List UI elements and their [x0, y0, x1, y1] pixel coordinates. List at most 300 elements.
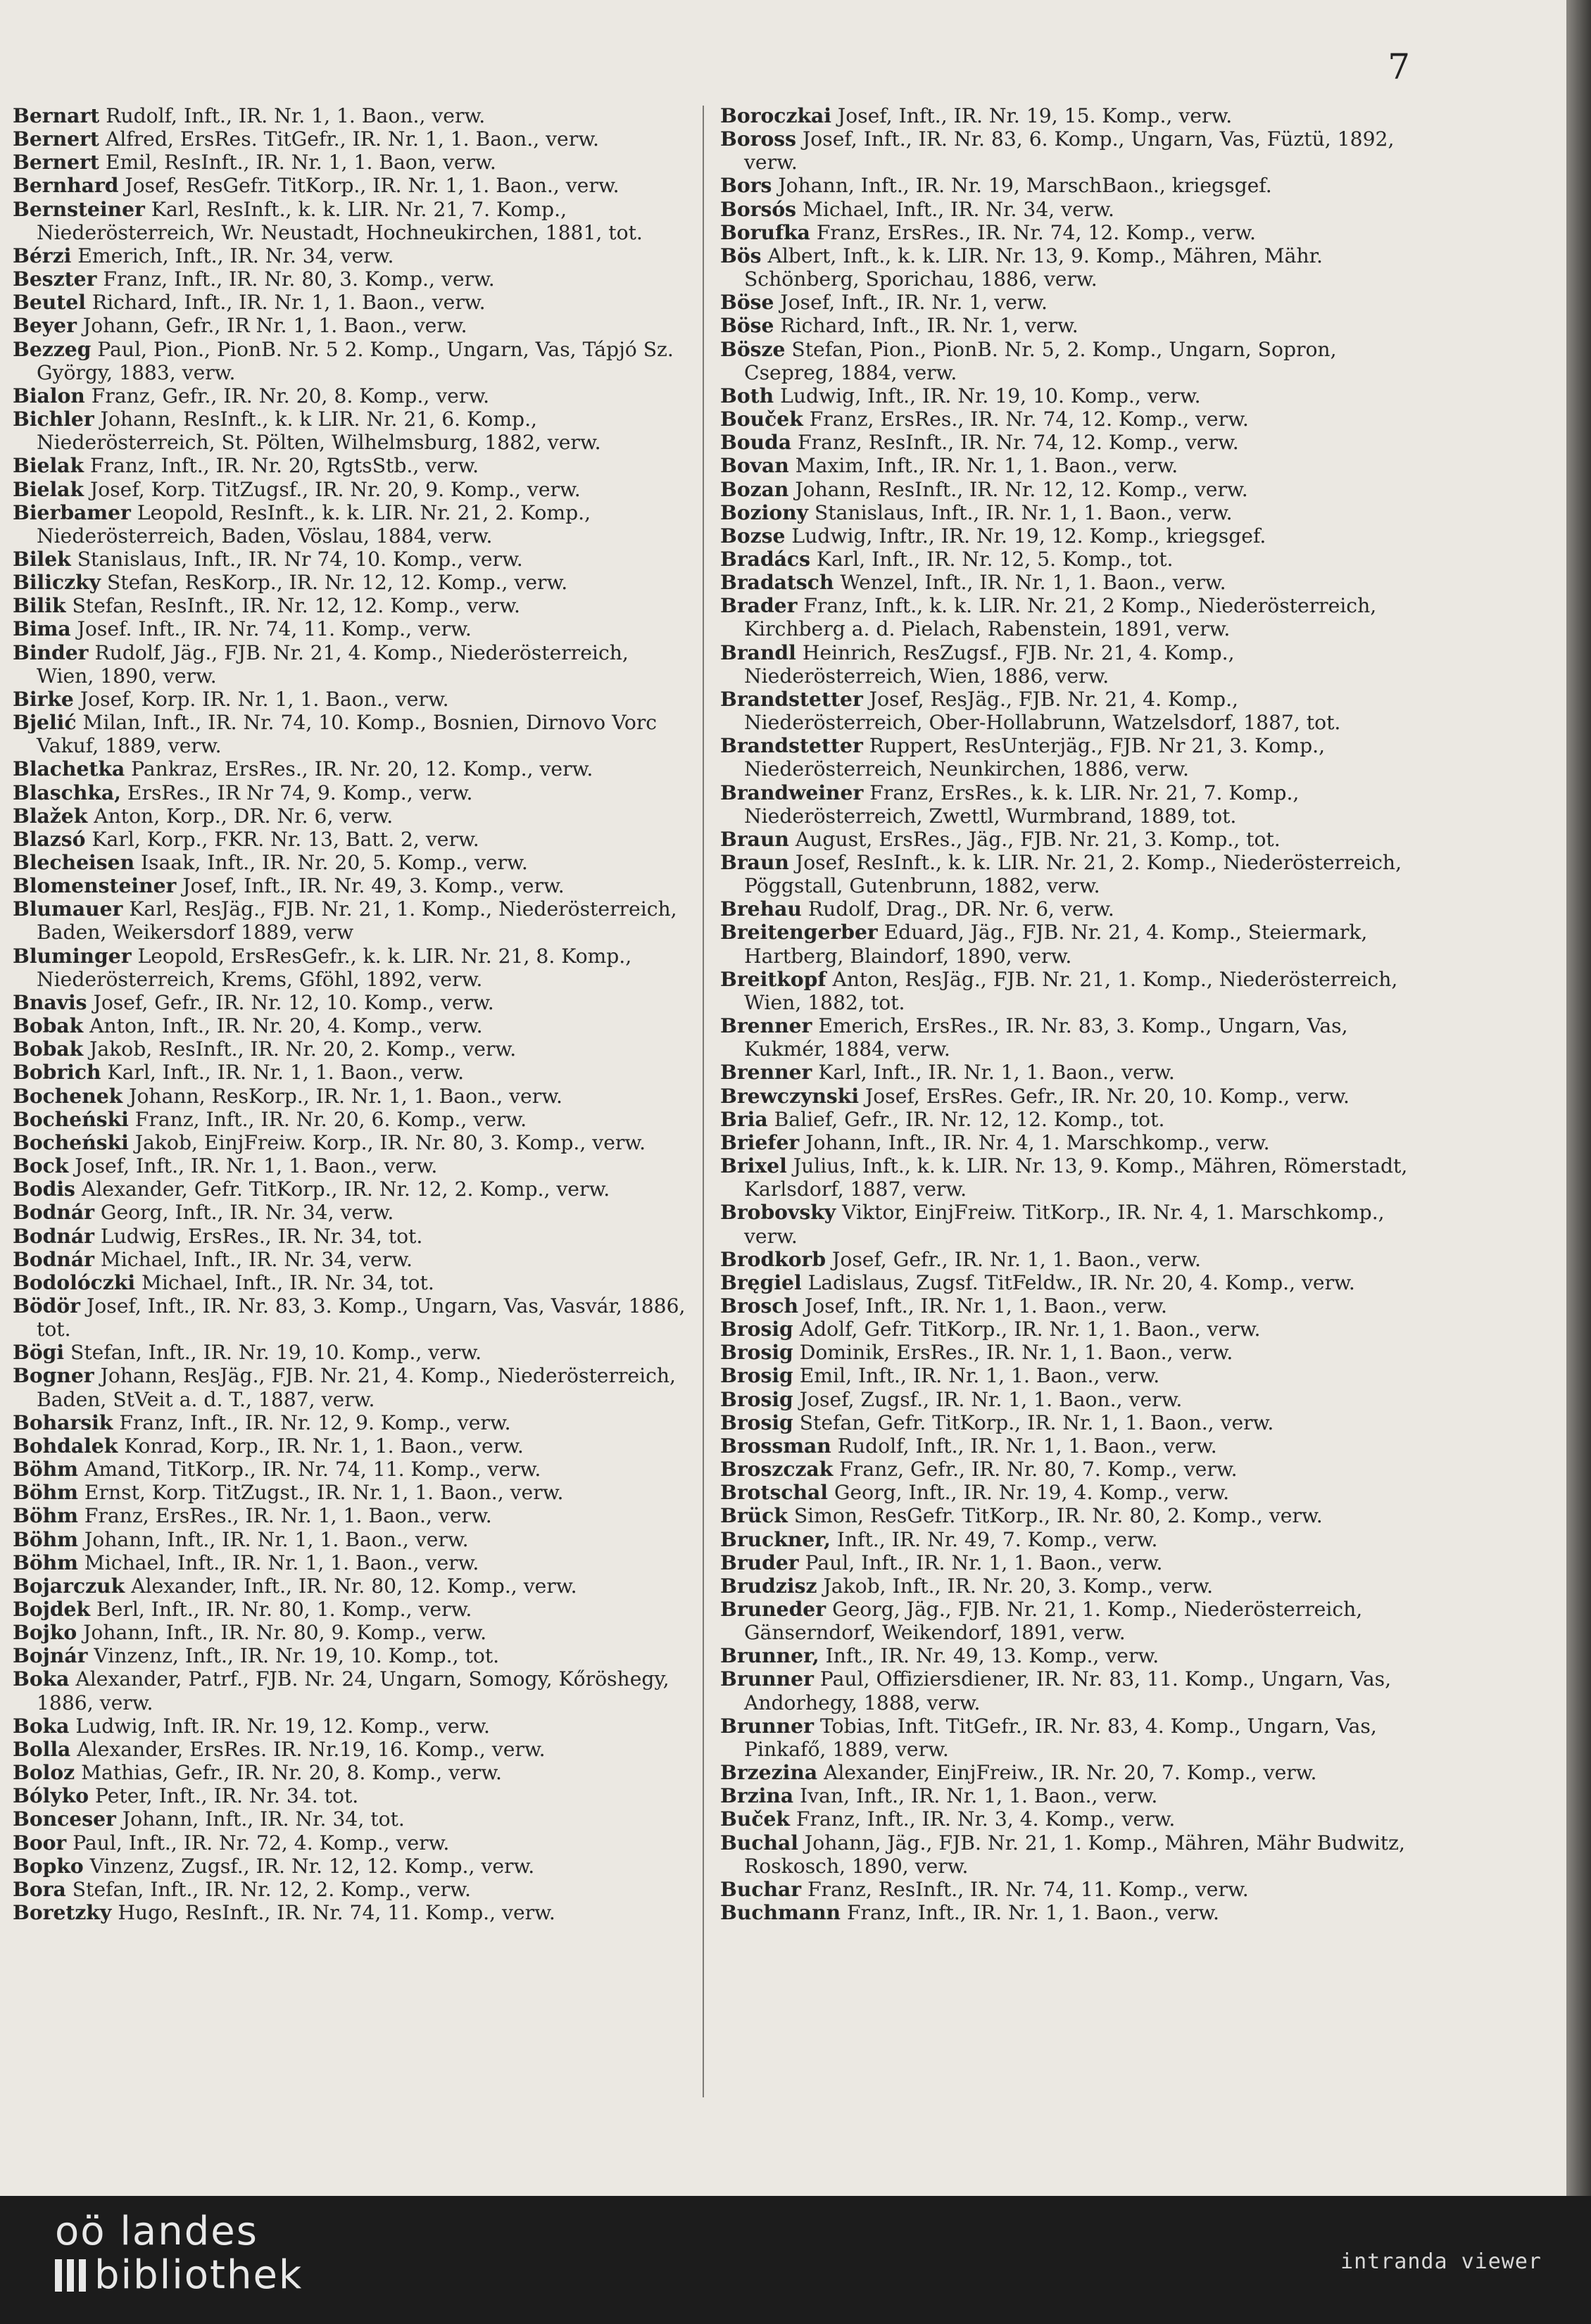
entry-details: Alexander, ErsRes. IR. Nr.19, 16. Komp., verw.	[77, 1737, 546, 1761]
register-entry	[13, 1574, 688, 1598]
register-entry	[720, 1504, 1417, 1527]
entry-surname: Bogner	[13, 1364, 94, 1388]
entry-details: Johann, Inft., IR. Nr. 80, 9. Komp., verw.	[83, 1621, 487, 1645]
entry-surname: Bernhard	[13, 174, 119, 198]
entry-details: Franz, Inft., IR. Nr. 20, 6. Komp., verw.	[134, 1107, 527, 1131]
entry-details: Josef, Korp. IR. Nr. 1, 1. Baon., verw.	[80, 687, 449, 711]
register-entry	[720, 338, 1417, 384]
entry-surname: Böhm	[13, 1458, 78, 1482]
entry-details: Stefan, Inft., IR. Nr. 19, 10. Komp., verw.	[70, 1341, 482, 1365]
entry-surname: Bodnár	[13, 1247, 94, 1271]
entry-details: Stanislaus, Inft., IR. Nr 74, 10. Komp., verw.	[77, 547, 523, 571]
entry-surname: Borsós	[720, 197, 797, 221]
entry-surname: Buchar	[720, 1877, 802, 1901]
entry-surname: Bouda	[720, 431, 792, 455]
right-column	[720, 104, 1417, 1924]
register-entry	[13, 384, 688, 408]
entry-details: Jakob, Inft., IR. Nr. 20, 3. Komp., verw.	[823, 1574, 1214, 1598]
register-entry	[13, 1667, 688, 1714]
entry-details: Anton, Inft., IR. Nr. 20, 4. Komp., verw.	[89, 1014, 483, 1038]
register-entry	[13, 338, 688, 384]
register-entry	[720, 1644, 1417, 1667]
entry-details: Paul, Inft., IR. Nr. 72, 4. Komp., verw.	[73, 1831, 450, 1855]
entry-surname: Böhm	[13, 1504, 78, 1528]
register-entry	[720, 1901, 1417, 1924]
entry-details: Dominik, ErsRes., IR. Nr. 1, 1. Baon., verw.	[799, 1341, 1233, 1365]
register-entry	[720, 1481, 1417, 1504]
entry-surname: Bruder	[720, 1551, 799, 1574]
entry-details: Konrad, Korp., IR. Nr. 1, 1. Baon., verw.	[124, 1434, 524, 1458]
entry-surname: Bima	[13, 617, 71, 641]
entry-surname: Bodnár	[13, 1224, 94, 1248]
entry-details: Amand, TitKorp., IR. Nr. 74, 11. Komp., verw.	[84, 1458, 541, 1482]
entry-surname: Blachetka	[13, 757, 125, 781]
entry-details: Richard, Inft., IR. Nr. 1, 1. Baon., verw.	[92, 291, 486, 315]
register-entry	[13, 104, 688, 127]
entry-surname: Brosch	[720, 1294, 799, 1318]
register-entry	[13, 1154, 688, 1177]
entry-details: Ludwig, Inft. IR. Nr. 19, 12. Komp., verw.	[75, 1714, 490, 1738]
entry-details: Alfred, ErsRes. TitGefr., IR. Nr. 1, 1. Baon., verw.	[105, 127, 599, 151]
entry-surname: Böhm	[13, 1481, 78, 1505]
register-entry	[13, 641, 688, 688]
entry-details: Franz, Inft., k. k. LIR. Nr. 21, 2 Komp., Niederösterreich, Kirchberg a. d. Pielach, Rabenstein, 1891, verw.	[744, 594, 1377, 641]
register-entry	[720, 734, 1417, 781]
entry-surname: Bors	[720, 174, 772, 198]
entry-details: Franz, Inft., IR. Nr. 1, 1. Baon., verw.	[847, 1901, 1220, 1925]
entry-details: Michael, Inft., IR. Nr. 34, tot.	[142, 1270, 434, 1294]
entry-surname: Brandl	[720, 640, 796, 664]
register-entry	[13, 1621, 688, 1644]
entry-details: Ruppert, ResUnterjäg., FJB. Nr 21, 3. Komp., Niederösterreich, Neunkirchen, 1886, verw.	[744, 734, 1326, 781]
entry-surname: Beyer	[13, 314, 77, 338]
entry-details: Adolf, Gefr. TitKorp., IR. Nr. 1, 1. Baon., verw.	[799, 1318, 1261, 1341]
register-entry	[13, 1878, 688, 1901]
logo-text-bottom: bibliothek	[94, 2252, 303, 2298]
register-entry	[720, 1458, 1417, 1481]
entry-details: Josef, Gefr., IR. Nr. 1, 1. Baon., verw.	[832, 1247, 1201, 1271]
register-entry	[720, 1551, 1417, 1574]
entry-details: Hugo, ResInft., IR. Nr. 74, 11. Komp., verw.	[118, 1901, 555, 1925]
register-entry	[720, 1014, 1417, 1061]
entry-surname: Bobak	[13, 1014, 84, 1038]
entry-details: Rudolf, Inft., IR. Nr. 1, 1. Baon., verw.	[106, 104, 486, 127]
register-entry	[13, 1177, 688, 1201]
entry-surname: Bochenek	[13, 1084, 123, 1108]
entry-details: Paul, Offiziersdiener, IR. Nr. 83, 11. Komp., Ungarn, Vas, Andorhegy, 1888, verw.	[744, 1667, 1392, 1714]
entry-details: Stefan, ResInft., IR. Nr. 12, 12. Komp., verw.	[72, 594, 520, 618]
entry-details: Berl, Inft., IR. Nr. 80, 1. Komp., verw.	[96, 1598, 472, 1621]
entry-surname: Bouček	[720, 408, 803, 431]
entry-details: Johann, ResInft., IR. Nr. 12, 12. Komp., verw.	[795, 477, 1248, 501]
entry-details: Balief, Gefr., IR. Nr. 12, 12. Komp., tot.	[774, 1107, 1165, 1131]
register-entry	[720, 431, 1417, 454]
register-entry	[13, 757, 688, 781]
register-entry	[720, 1318, 1417, 1341]
entry-details: Karl, ResJäg., FJB. Nr. 21, 1. Komp., Niederösterreich, Baden, Weikersdorf 1889, verw	[37, 897, 677, 945]
register-entry	[720, 1388, 1417, 1411]
entry-details: Ivan, Inft., IR. Nr. 1, 1. Baon., verw.	[800, 1784, 1158, 1808]
entry-surname: Bocheński	[13, 1107, 129, 1131]
register-entry	[13, 1901, 688, 1924]
entry-surname: Bnavis	[13, 990, 87, 1014]
entry-surname: Bodis	[13, 1177, 75, 1201]
entry-details: Vinzenz, Zugsf., IR. Nr. 12, 12. Komp., verw.	[89, 1854, 535, 1878]
register-entry	[13, 478, 688, 501]
register-entry	[720, 548, 1417, 571]
entry-details: Stefan, Gefr. TitKorp., IR. Nr. 1, 1. Baon., verw.	[799, 1410, 1274, 1434]
entry-surname: Bria	[720, 1107, 768, 1131]
entry-surname: Bólyko	[13, 1784, 89, 1808]
register-entry	[720, 1434, 1417, 1458]
register-entry	[13, 1434, 688, 1458]
entry-surname: Boroczkai	[720, 104, 831, 127]
entry-surname: Bora	[13, 1877, 66, 1901]
entry-details: Franz, Inft., IR. Nr. 12, 9. Komp., verw.	[119, 1410, 511, 1434]
entry-surname: Buchal	[720, 1831, 798, 1855]
register-entry	[13, 1738, 688, 1761]
register-entry	[720, 1831, 1417, 1878]
register-entry	[720, 641, 1417, 688]
entry-details: ErsRes., IR Nr 74, 9. Komp., verw.	[127, 781, 473, 804]
register-entry	[720, 921, 1417, 967]
register-entry	[720, 851, 1417, 897]
entry-details: Franz, Gefr., IR. Nr. 80, 7. Komp., verw.	[839, 1458, 1238, 1482]
register-entry	[13, 267, 688, 291]
entry-details: Stefan, Pion., PionB. Nr. 5, 2. Komp., Ungarn, Sopron, Csepreg, 1884, verw.	[744, 337, 1337, 384]
register-entry	[13, 1014, 688, 1037]
entry-surname: Brossman	[720, 1434, 831, 1458]
entry-surname: Binder	[13, 640, 89, 664]
register-entry	[13, 874, 688, 897]
entry-details: Alexander, EinjFreiw., IR. Nr. 20, 7. Komp., verw.	[824, 1761, 1317, 1785]
register-entry	[13, 991, 688, 1014]
register-entry	[13, 454, 688, 477]
register-entry	[13, 1061, 688, 1084]
entry-details: Josef, ResJäg., FJB. Nr. 21, 4. Komp., Niederösterreich, Ober-Hollabrunn, Watzelsdorf, 1887, tot.	[744, 687, 1341, 735]
entry-details: Johann, ResKorp., IR. Nr. 1, 1. Baon., verw.	[129, 1084, 562, 1108]
register-entry	[720, 1108, 1417, 1131]
entry-details: Stefan, Inft., IR. Nr. 12, 2. Komp., verw.	[72, 1877, 471, 1901]
entry-details: Georg, Jäg., FJB. Nr. 21, 1. Komp., Niederösterreich, Gänserndorf, Weikendorf, 1891, verw.	[744, 1598, 1363, 1645]
entry-details: Paul, Inft., IR. Nr. 1, 1. Baon., verw.	[805, 1551, 1163, 1574]
entry-details: Josef, Inft., IR. Nr. 83, 3. Komp., Ungarn, Vas, Vasvár, 1886, tot.	[37, 1294, 686, 1341]
entry-surname: Bilik	[13, 594, 66, 618]
register-entry	[720, 1201, 1417, 1247]
register-entry	[13, 1341, 688, 1364]
register-entry	[720, 1528, 1417, 1551]
entry-surname: Bock	[13, 1154, 69, 1178]
entry-details: Rudolf, Drag., DR. Nr. 6, verw.	[807, 897, 1114, 921]
entry-surname: Bradács	[720, 547, 810, 571]
register-entry	[13, 151, 688, 174]
register-entry	[720, 897, 1417, 921]
register-entry	[13, 1271, 688, 1294]
entry-surname: Brosig	[720, 1318, 793, 1341]
register-entry	[13, 1481, 688, 1504]
register-entry	[720, 1131, 1417, 1154]
entry-surname: Breitengerber	[720, 921, 878, 945]
entry-details: Josef. Inft., IR. Nr. 74, 11. Komp., verw.	[77, 617, 472, 641]
entry-details: Josef, ResGefr. TitKorp., IR. Nr. 1, 1. Baon., verw.	[125, 174, 620, 198]
entry-details: Leopold, ErsResGefr., k. k. LIR. Nr. 21, 8. Komp., Niederösterreich, Krems, Gföhl, 1892, verw.	[37, 944, 632, 991]
register-entry	[13, 1248, 688, 1271]
entry-surname: Brunner	[720, 1667, 814, 1691]
register-entry	[13, 1411, 688, 1434]
entry-details: Emil, Inft., IR. Nr. 1, 1. Baon., verw.	[799, 1364, 1160, 1388]
register-entry	[13, 1225, 688, 1248]
entry-details: August, ErsRes., Jäg., FJB. Nr. 21, 3. Komp., tot.	[795, 827, 1281, 851]
entry-details: Eduard, Jäg., FJB. Nr. 21, 4. Komp., Steiermark, Hartberg, Blaindorf, 1890, verw.	[744, 921, 1368, 968]
entry-surname: Brandstetter	[720, 734, 863, 758]
entry-details: Johann, Jäg., FJB. Nr. 21, 1. Komp., Mähren, Mähr Budwitz, Roskosch, 1890, verw.	[744, 1831, 1405, 1878]
register-entry	[720, 688, 1417, 734]
entry-surname: Brader	[720, 594, 798, 618]
entry-surname: Birke	[13, 687, 74, 711]
entry-details: Johann, Inft., IR. Nr. 19, MarschBaon., kriegsgef.	[778, 174, 1272, 198]
entry-details: Emerich, ErsRes., IR. Nr. 83, 3. Komp., Ungarn, Vas, Kukmér, 1884, verw.	[744, 1014, 1348, 1061]
entry-surname: Briefer	[720, 1130, 800, 1154]
entry-details: Franz, ErsRes., IR. Nr. 1, 1. Baon., verw.	[84, 1504, 492, 1528]
register-entry	[720, 1411, 1417, 1434]
entry-details: Ludwig, Inft., IR. Nr. 19, 10. Komp., verw.	[780, 384, 1201, 408]
register-entry	[13, 1085, 688, 1108]
register-entry	[13, 1784, 688, 1807]
entry-surname: Böse	[720, 291, 774, 315]
register-entry	[720, 1784, 1417, 1807]
entry-details: Emil, ResInft., IR. Nr. 1, 1. Baon, verw.	[105, 151, 496, 175]
register-entry	[720, 478, 1417, 501]
entry-details: Georg, Inft., IR. Nr. 34, verw.	[100, 1201, 394, 1225]
entry-details: Josef, Zugsf., IR. Nr. 1, 1. Baon., verw.	[799, 1387, 1183, 1411]
entry-surname: Bonceser	[13, 1807, 116, 1831]
register-entry	[720, 1598, 1417, 1644]
entry-surname: Boloz	[13, 1761, 75, 1785]
entry-surname: Bierbamer	[13, 500, 131, 524]
library-logo[interactable]	[55, 2210, 303, 2297]
register-entry	[720, 1154, 1417, 1201]
entry-surname: Bösze	[720, 337, 786, 361]
entry-surname: Blumauer	[13, 897, 123, 921]
entry-surname: Brosig	[720, 1364, 793, 1388]
register-entry	[13, 897, 688, 944]
entry-details: Johann, ResJäg., FJB. Nr. 21, 4. Komp., Niederösterreich, Baden, StVeit a. d. T., 1887, verw.	[37, 1364, 677, 1411]
register-entry	[13, 617, 688, 640]
entry-surname: Bilek	[13, 547, 71, 571]
entry-surname: Boka	[13, 1667, 70, 1691]
entry-details: Franz, Inft., IR. Nr. 3, 4. Komp., verw.	[796, 1807, 1176, 1831]
entry-details: Josef, ResInft., k. k. LIR. Nr. 21, 2. Komp., Niederösterreich, Pöggstall, Gutenbrunn, 1882, verw.	[744, 851, 1402, 898]
entry-surname: Brehau	[720, 897, 802, 921]
entry-surname: Brixel	[720, 1154, 787, 1178]
register-entry	[13, 1831, 688, 1855]
register-entry	[720, 501, 1417, 524]
entry-surname: Blecheisen	[13, 851, 135, 874]
register-entry	[13, 244, 688, 267]
register-entry	[720, 1271, 1417, 1294]
entry-details: Franz, Inft., IR. Nr. 80, 3. Komp., verw.	[103, 267, 495, 291]
entry-details: Anton, Korp., DR. Nr. 6, verw.	[94, 804, 394, 828]
register-entry	[720, 127, 1417, 174]
register-entry	[720, 828, 1417, 851]
entry-details: Peter, Inft., IR. Nr. 34. tot.	[95, 1784, 359, 1808]
register-entry	[720, 781, 1417, 828]
entry-details: Albert, Inft., k. k. LIR. Nr. 13, 9. Komp., Mähren, Mähr. Schönberg, Sporichau, 1886, verw.	[744, 244, 1323, 291]
register-entry	[720, 198, 1417, 221]
register-entry	[13, 1037, 688, 1061]
entry-surname: Bovan	[720, 454, 789, 478]
register-entry	[720, 384, 1417, 408]
left-column	[13, 104, 688, 1924]
entry-surname: Bérzi	[13, 244, 72, 267]
entry-surname: Bradatsch	[720, 571, 834, 595]
register-entry	[13, 1504, 688, 1527]
entry-details: Wenzel, Inft., IR. Nr. 1, 1. Baon., verw.	[840, 571, 1226, 595]
entry-surname: Brudzisz	[720, 1574, 817, 1598]
register-entry	[720, 1364, 1417, 1387]
register-entry	[13, 711, 688, 757]
register-entry	[13, 851, 688, 874]
entry-details: Michael, Inft., IR. Nr. 34, verw.	[802, 197, 1114, 221]
entry-details: Franz, ResInft., IR. Nr. 74, 11. Komp., verw.	[807, 1877, 1249, 1901]
entry-details: Josef, Gefr., IR. Nr. 12, 10. Komp., verw.	[93, 990, 494, 1014]
register-entry	[13, 1598, 688, 1621]
entry-details: Ernst, Korp. TitZugst., IR. Nr. 1, 1. Baon., verw.	[84, 1481, 564, 1505]
entry-details: Ludwig, Inftr., IR. Nr. 19, 12. Komp., kriegsgef.	[791, 524, 1266, 548]
entry-surname: Buchmann	[720, 1901, 841, 1925]
register-entry	[13, 1131, 688, 1154]
entry-surname: Bluminger	[13, 944, 132, 968]
viewer-label[interactable]: intranda viewer	[1340, 2249, 1542, 2274]
entry-details: Johann, ResInft., k. k LIR. Nr. 21, 6. Komp., Niederösterreich, St. Pölten, Wilhelmsburg, 1882, verw.	[37, 408, 601, 455]
register-entry	[720, 244, 1417, 291]
register-entry	[720, 1248, 1417, 1271]
column-divider	[703, 106, 704, 2097]
entry-surname: Brenner	[720, 1014, 812, 1038]
register-entry	[720, 1085, 1417, 1108]
entry-details: Rudolf, Inft., IR. Nr. 1, 1. Baon., verw.	[837, 1434, 1217, 1458]
entry-details: Rudolf, Jäg., FJB. Nr. 21, 4. Komp., Niederösterreich, Wien, 1890, verw.	[37, 640, 629, 688]
entry-details: Milan, Inft., IR. Nr. 74, 10. Komp., Bosnien, Dirnovo Vorc Vakuf, 1889, verw.	[37, 711, 658, 758]
entry-details: Franz, ErsRes., IR. Nr. 74, 12. Komp., verw.	[816, 220, 1256, 244]
entry-surname: Both	[720, 384, 774, 408]
entry-surname: Boross	[720, 127, 797, 151]
entry-surname: Braun	[720, 827, 789, 851]
entry-surname: Boretzky	[13, 1901, 112, 1925]
entry-surname: Bichler	[13, 408, 94, 431]
entry-details: Michael, Inft., IR. Nr. 1, 1. Baon., verw.	[84, 1551, 479, 1574]
entry-details: Georg, Inft., IR. Nr. 19, 4. Komp., verw.	[834, 1481, 1230, 1505]
register-entry	[13, 314, 688, 337]
entry-surname: Beszter	[13, 267, 97, 291]
register-entry	[13, 1201, 688, 1224]
entry-details: Josef, Inft., IR. Nr. 49, 3. Komp., verw.	[182, 874, 565, 898]
register-entry	[720, 524, 1417, 548]
entry-surname: Bödör	[13, 1294, 80, 1318]
entry-surname: Bobak	[13, 1037, 84, 1061]
register-entry	[13, 1528, 688, 1551]
entry-details: Michael, Inft., IR. Nr. 34, verw.	[100, 1247, 413, 1271]
entry-surname: Bręgiel	[720, 1270, 802, 1294]
entry-surname: Blazsó	[13, 827, 86, 851]
entry-surname: Braun	[720, 851, 789, 874]
entry-details: Johann, Inft., IR. Nr. 34, tot.	[122, 1807, 405, 1831]
entry-details: Tobias, Inft. TitGefr., IR. Nr. 83, 4. Komp., Ungarn, Vas, Pinkafő, 1889, verw.	[744, 1714, 1377, 1761]
entry-surname: Blažek	[13, 804, 88, 828]
entry-surname: Brewczynski	[720, 1084, 860, 1108]
register-entry	[13, 1108, 688, 1131]
register-entry	[13, 594, 688, 617]
entry-surname: Brzezina	[720, 1761, 818, 1785]
entry-surname: Brandstetter	[720, 687, 863, 711]
entry-surname: Böhm	[13, 1527, 78, 1551]
page-number: 7	[1388, 46, 1410, 87]
entry-details: Jakob, ResInft., IR. Nr. 20, 2. Komp., verw.	[89, 1037, 517, 1061]
entry-details: Josef, Inft., IR. Nr. 19, 15. Komp., verw.	[837, 104, 1233, 127]
entry-surname: Bojarczuk	[13, 1574, 125, 1598]
register-entry	[13, 781, 688, 804]
register-entry	[720, 1667, 1417, 1714]
entry-surname: Bezzeg	[13, 337, 92, 361]
entry-surname: Bjelić	[13, 711, 77, 735]
entry-surname: Biliczky	[13, 571, 101, 595]
entry-surname: Boor	[13, 1831, 67, 1855]
entry-surname: Bozan	[720, 477, 789, 501]
entry-details: Leopold, ResInft., k. k. LIR. Nr. 21, 2. Komp., Niederösterreich, Baden, Vöslau, 1884, verw.	[37, 500, 591, 548]
register-entry	[13, 804, 688, 828]
entry-surname: Bös	[720, 244, 762, 267]
entry-surname: Breitkopf	[720, 967, 826, 991]
register-entry	[720, 1761, 1417, 1784]
register-entry	[13, 688, 688, 711]
register-entry	[720, 1294, 1417, 1318]
page-edge	[1566, 0, 1591, 2196]
entry-surname: Bozse	[720, 524, 786, 548]
register-entry	[720, 1807, 1417, 1831]
entry-details: Franz, ErsRes., IR. Nr. 74, 12. Komp., verw.	[809, 408, 1249, 431]
register-entry	[13, 1855, 688, 1878]
entry-details: Simon, ResGefr. TitKorp., IR. Nr. 80, 2. Komp., verw.	[793, 1504, 1323, 1528]
entry-details: Karl, Inft., IR. Nr. 12, 5. Komp., tot.	[816, 547, 1174, 571]
register-entry	[720, 174, 1417, 197]
entry-surname: Blaschka,	[13, 781, 121, 804]
entry-details: Vinzenz, Inft., IR. Nr. 19, 10. Komp., tot.	[94, 1644, 500, 1668]
entry-surname: Bielak	[13, 454, 84, 478]
entry-surname: Brück	[720, 1504, 788, 1528]
register-entry	[13, 1714, 688, 1738]
entry-surname: Bruneder	[720, 1598, 826, 1621]
register-entry	[13, 501, 688, 548]
register-entry	[13, 1458, 688, 1481]
entry-surname: Brenner	[720, 1061, 812, 1085]
logo-text-top: oö landes	[55, 2209, 258, 2254]
entry-surname: Bojdek	[13, 1598, 90, 1621]
entry-details: Heinrich, ResZugsf., FJB. Nr. 21, 4. Komp., Niederösterreich, Wien, 1886, verw.	[744, 640, 1235, 688]
entry-details: Josef, Inft., IR. Nr. 1, verw.	[780, 291, 1048, 315]
register-entry	[13, 198, 688, 244]
register-entry	[720, 104, 1417, 127]
entry-details: Josef, ErsRes. Gefr., IR. Nr. 20, 10. Komp., verw.	[865, 1084, 1350, 1108]
register-entry	[720, 1878, 1417, 1901]
entry-surname: Bodolóczki	[13, 1270, 136, 1294]
entry-details: Stefan, ResKorp., IR. Nr. 12, 12. Komp., verw.	[107, 571, 568, 595]
entry-details: Josef, Inft., IR. Nr. 1, 1. Baon., verw.	[804, 1294, 1167, 1318]
entry-details: Johann, Gefr., IR Nr. 1, 1. Baon., verw.	[82, 314, 467, 338]
entry-surname: Brosig	[720, 1341, 793, 1365]
register-entry	[720, 408, 1417, 431]
entry-details: Josef, Inft., IR. Nr. 83, 6. Komp., Ungarn, Vas, Füztü, 1892, verw.	[744, 127, 1395, 175]
entry-details: Inft., IR. Nr. 49, 13. Komp., verw.	[825, 1644, 1159, 1668]
